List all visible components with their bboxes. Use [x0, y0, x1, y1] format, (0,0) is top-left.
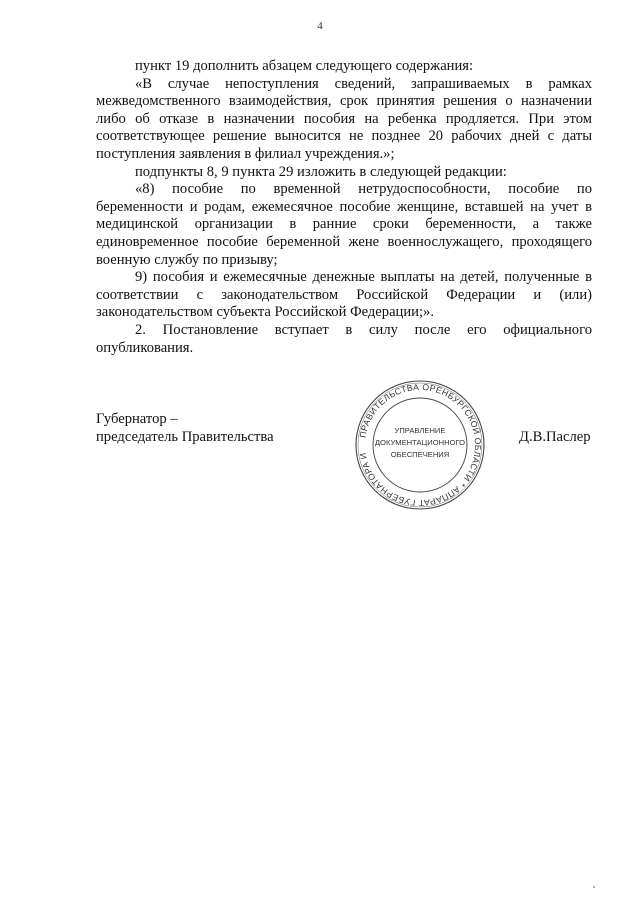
signatory-position	[96, 410, 274, 446]
paragraph-2: «В случае непоступления сведений, запрашиваемых в рамках межведомственного взаимодействия, срок принятия решения о назначении либо об отказе в назначении пособия на ребенка продляется. При этом соответствующее решение выносится не позднее 20 рабочих дней с даты поступления заявления в филиал учреждения.»;	[96, 75, 592, 162]
scan-artifact-dot	[593, 886, 595, 888]
seal-outer-text: ПРАВИТЕЛЬСТВА ОРЕНБУРГСКОЙ ОБЛАСТИ * АППАРАТ ГУБЕРНАТОРА И	[357, 381, 484, 509]
seal-inner-line-2: ДОКУМЕНТАЦИОННОГО	[374, 438, 466, 447]
signatory-name: Д.В.Паслер	[519, 429, 591, 445]
paragraph-4: «8) пособие по временной нетрудоспособности, пособие по беременности и родам, ежемесячное пособие женщине, вставшей на учет в медицинской организации в ранние сроки беременности, а также единовременное пособие беременной жене военнослужащего, проходящего военную службу по призыву;	[96, 181, 592, 268]
paragraph-1: пункт 19 дополнить абзацем следующего содержания:	[135, 58, 474, 74]
page-number: 4	[317, 20, 323, 32]
seal-inner-line-3: ОБЕСПЕЧЕНИЯ	[390, 450, 450, 459]
paragraph-6: 2. Постановление вступает в силу после его официального опубликования.	[96, 321, 592, 356]
signatory-position-line-1: Губернатор –	[96, 411, 178, 427]
official-seal-stamp	[353, 378, 487, 512]
paragraph-5: 9) пособия и ежемесячные денежные выплаты на детей, полученные в соответствии с законодательством Российской Федерации и (или) законодательством субъекта Российской Федерации;».	[96, 269, 592, 321]
signatory-position-line-2: председатель Правительства	[96, 429, 274, 445]
paragraph-3: подпункты 8, 9 пункта 29 изложить в следующей редакции:	[135, 163, 507, 180]
document-body	[96, 58, 592, 357]
seal-inner-line-1: УПРАВЛЕНИЕ	[394, 426, 446, 435]
